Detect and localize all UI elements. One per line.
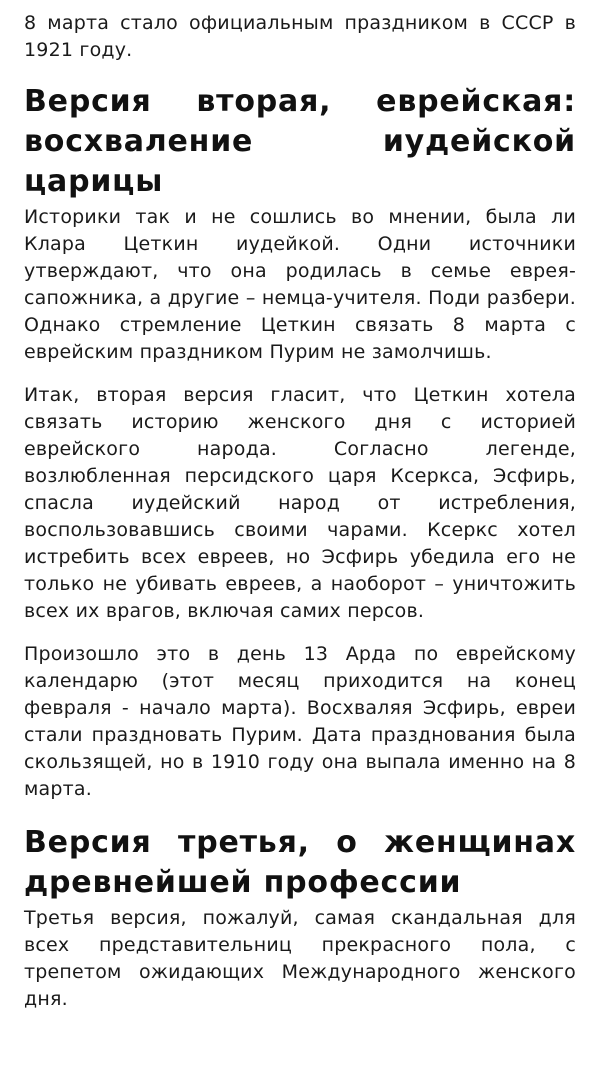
intro-paragraph: 8 марта стало официальным праздником в СССР в 1921 году. <box>24 12 576 61</box>
section-heading-version-three: Версия третья, о женщинах древнейшей профессии <box>24 825 576 900</box>
version-two-paragraph-2: Итак, вторая версия гласит, что Цеткин хотела связать историю женского дня с историей еврейского народа. Согласно легенде, возлюбленная персидского царя Ксеркса, Эсфирь, спасла иудейский народ от истребления, воспользовавшись своими чарами. Ксеркс хотел истребить всех евреев, но Эсфирь убедила его не только не убивать евреев, а наоборот – уничтожить всех их врагов, включая самих персов. <box>24 384 576 622</box>
version-three-paragraph-1: Третья версия, пожалуй, самая скандальная для всех представительниц прекрасного пола, с трепетом ожидающих Международного женского дня. <box>24 907 576 1010</box>
version-two-paragraph-3: Произошло это в день 13 Арда по еврейскому календарю (этот месяц приходится на конец февраля - начало марта). Восхваляя Эсфирь, евреи стали праздновать Пурим. Дата празднования была скользящей, но в 1910 году она выпала именно на 8 марта. <box>24 643 576 800</box>
version-two-paragraph-1: Историки так и не сошлись во мнении, была ли Клара Цеткин иудейкой. Одни источники утверждают, что она родилась в семье еврея-сапожника, а другие – немца-учителя. Поди разбери. Однако стремление Цеткин связать 8 марта с еврейским праздником Пурим не замолчишь. <box>24 206 576 363</box>
section-heading-version-two: Версия вторая, еврейская: восхваление иудейской царицы <box>24 84 576 199</box>
article-body <box>24 10 576 1013</box>
